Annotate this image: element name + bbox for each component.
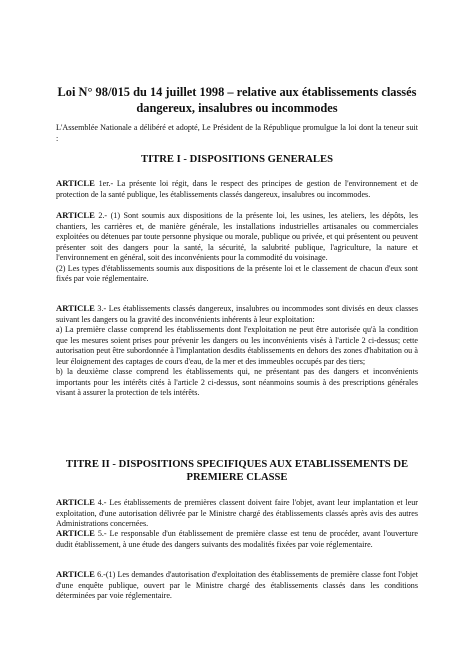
article-text: 4.- Les établissements de premières classent doivent faire l'objet, avant leur implantation et leur exploitation, d'une autorisation délivrée par le Ministre chargé des établissements classés après avis des autres Administrations concernées.	[56, 498, 419, 528]
article-text: 5.- Le responsable d'un établissement de première classe est tenu de procéder, avant l'ouverture dudit établissement, à une étude des dangers suivants des modalités fixées par voie réglementaire.	[56, 529, 418, 549]
article-paragraph: a) La première classe comprend les établissements dont l'exploitation ne peut être autorisée qu'à la condition que les mesures soient prises pour prévenir les dangers ou les inconvénients visés à l'article 2 ci-dessus; cette autorisation peut être subordonnée à l'implantation desdits établissements en dehors des zones d'habitation ou à leur éloignement des captages de cours d'eau, de la mer et des immeubles occupés par des tiers;	[56, 325, 418, 366]
article-5	[56, 528, 418, 550]
article-text: 2.- (1) Sont soumis aux dispositions de la présente loi, les usines, les ateliers, les dépôts, les chantiers, les carrières et, de manière générale, les installations industrielles artisanales ou commerciales exploitées ou détenues par toute personne physique ou morale, publique ou privée, et qui présentent ou peuvent présenter soit des dangers pour la santé, la sécurité, la salubrité publique, l'agriculture, la nature et l'environnement en général, soit des inconvénients pour la commodité du voisinage.	[56, 211, 418, 262]
article-label: ARTICLE	[56, 569, 95, 579]
article-label: ARTICLE	[56, 210, 95, 220]
article-3	[56, 303, 418, 399]
titre-1-heading: TITRE I - DISPOSITIONS GENERALES	[141, 154, 333, 165]
article-1	[56, 178, 418, 200]
article-4	[56, 497, 418, 530]
article-6	[56, 569, 418, 602]
article-label: ARTICLE	[56, 497, 95, 507]
article-paragraph: (2) Les types d'établissements soumis aux dispositions de la présente loi et le classement de chacun d'eux sont fixés par voie réglementaire.	[56, 263, 418, 283]
article-text: 3.- Les établissements classés dangereux, insalubres ou incommodes sont divisés en deux classes suivant les dangers ou la gravité des inconvénients inhérents à leur exploitation:	[56, 304, 418, 324]
document-title: Loi N° 98/015 du 14 juillet 1998 – relative aux établissements classés dangereux, insalubres ou incommodes	[57, 85, 417, 115]
article-text: 1er.- La présente loi régit, dans le respect des principes de gestion de l'environnement et de protection de la santé publique, les établissements classés dangereux, insalubres ou incommodes.	[56, 179, 418, 199]
article-paragraph: b) la deuxième classe comprend les établissements qui, ne présentant pas des dangers et inconvénients importants pour les intérêts cités à l'article 2 ci-dessus, sont néanmoins soumis à des prescriptions générales visant à assurer la protection de tels intérêts.	[56, 367, 418, 397]
article-label: ARTICLE	[56, 303, 95, 313]
article-label: ARTICLE	[56, 178, 95, 188]
article-text: 6.-(1) Les demandes d'autorisation d'exploitation des établissements de première classe font l'objet d'une enquête publique, ouvert par le Ministre chargé des établissements classés dans les conditions déterminées par voie réglementaire.	[56, 570, 418, 600]
intro-paragraph: L'Assemblée Nationale a délibéré et adopté, Le Président de la République promulgue la loi dont la teneur suit :	[56, 123, 418, 143]
article-label: ARTICLE	[56, 528, 95, 538]
article-2	[56, 210, 418, 285]
titre-2-heading: TITRE II - DISPOSITIONS SPECIFIQUES AUX ETABLISSEMENTS DE PREMIERE CLASSE	[65, 459, 409, 483]
